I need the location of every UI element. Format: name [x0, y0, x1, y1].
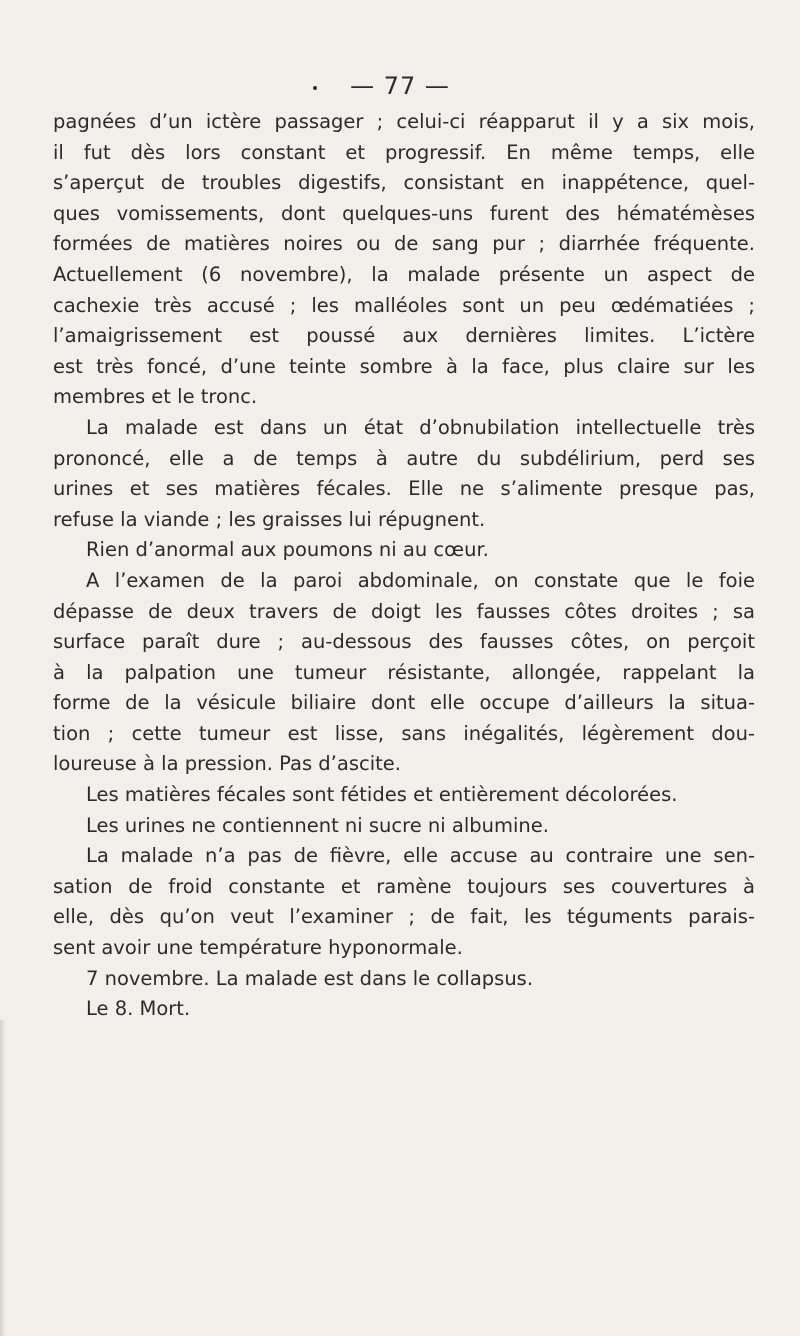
- text-line: tion ; cette tumeur est lisse, sans inégalités, légèrement dou-: [53, 721, 755, 745]
- text-line: pagnées d’un ictère passager ; celui-ci réapparut il y a six mois,: [53, 110, 755, 133]
- paragraph: [53, 780, 755, 811]
- paragraph: [53, 413, 755, 535]
- page-edge-shadow: [0, 1020, 6, 1336]
- text-line: prononcé, elle a de temps à autre du subdélirium, perd ses: [53, 446, 755, 470]
- paragraph: [53, 964, 755, 995]
- text-line: 7 novembre. La malade est dans le collapsus.: [86, 966, 534, 990]
- text-line: l’amaigrissement est poussé aux dernières limites. L’ictère: [53, 324, 755, 348]
- text-line: s’aperçut de troubles digestifs, consistant en inappétence, quel-: [53, 171, 755, 195]
- body-text: [53, 107, 755, 1025]
- text-line: La malade est dans un état d’obnubilation intellectuelle très: [86, 415, 755, 439]
- text-line: dépasse de deux travers de doigt les fausses côtes droites ; sa: [53, 599, 755, 623]
- printing-dot: [313, 86, 317, 90]
- text-line: Actuellement (6 novembre), la malade présente un aspect de: [53, 262, 755, 286]
- paragraph: [53, 107, 755, 413]
- text-line: ques vomissements, dont quelques-uns furent des hématémèses: [53, 201, 755, 225]
- text-line: urines et ses matières fécales. Elle ne s’alimente presque pas,: [53, 477, 755, 501]
- paragraph: [53, 994, 755, 1025]
- text-line: cachexie très accusé ; les malléoles sont un peu œdématiées ;: [53, 293, 755, 317]
- paragraph: [53, 841, 755, 963]
- text-line: loureuse à la pression. Pas d’ascite.: [53, 752, 401, 776]
- paragraph: [53, 566, 755, 780]
- text-line: sent avoir une température hyponormale.: [53, 936, 463, 960]
- text-line: Rien d’anormal aux poumons ni au cœur.: [86, 538, 489, 562]
- text-line: formées de matières noires ou de sang pur ; diarrhée fréquente.: [53, 232, 755, 256]
- text-line: elle, dès qu’on veut l’examiner ; de fait, les téguments parais-: [53, 905, 755, 929]
- text-line: est très foncé, d’une teinte sombre à la face, plus claire sur les: [53, 354, 755, 378]
- text-line: à la palpation une tumeur résistante, allongée, rappelant la: [53, 660, 755, 684]
- text-line: sation de froid constante et ramène toujours ses couvertures à: [53, 874, 755, 898]
- paragraph: [53, 535, 755, 566]
- page-number-header: [0, 72, 800, 100]
- text-line: A l’examen de la paroi abdominale, on constate que le foie: [86, 568, 755, 592]
- text-line: membres et le tronc.: [53, 385, 258, 409]
- text-line: forme de la vésicule biliaire dont elle occupe d’ailleurs la situa-: [53, 691, 755, 715]
- text-line: surface paraît dure ; au-dessous des fausses côtes, on perçoit: [53, 630, 755, 654]
- text-line: il fut dès lors constant et progressif. En même temps, elle: [53, 140, 755, 164]
- text-line: La malade n’a pas de fièvre, elle accuse au contraire une sen-: [86, 844, 755, 868]
- text-line: refuse la viande ; les graisses lui répugnent.: [53, 507, 486, 531]
- text-line: Les urines ne contiennent ni sucre ni albumine.: [86, 813, 549, 837]
- text-line: Les matières fécales sont fétides et entièrement décolorées.: [86, 783, 678, 807]
- text-line: Le 8. Mort.: [86, 997, 191, 1021]
- page-number: — 77 —: [350, 72, 450, 100]
- paragraph: [53, 811, 755, 842]
